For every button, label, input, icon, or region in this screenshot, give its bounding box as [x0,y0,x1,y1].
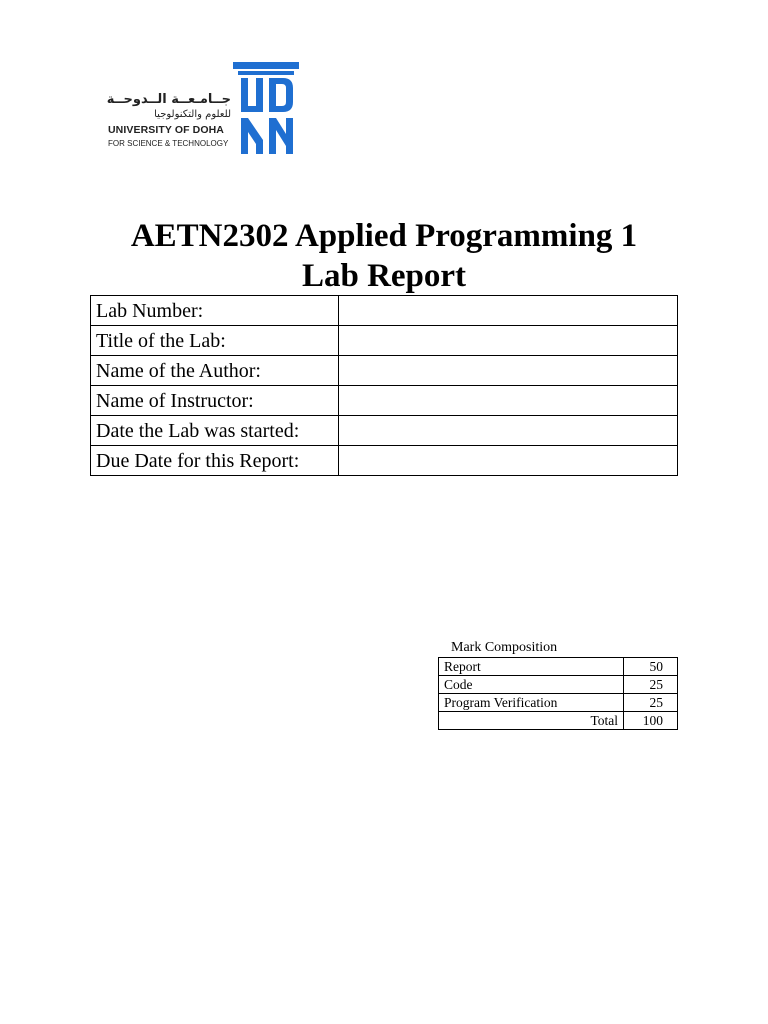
instructor-name-field[interactable] [339,386,678,416]
author-name-field[interactable] [339,356,678,386]
table-row [439,658,678,676]
mark-item-name: Program Verification [439,694,624,712]
lab-info-table [90,295,678,476]
mark-item-name: Code [439,676,624,694]
mark-composition-table [438,657,678,730]
mark-item-value: 25 [624,694,678,712]
logo-english-subtitle: FOR SCIENCE & TECHNOLOGY [108,139,229,148]
lab-title-label: Title of the Lab: [91,326,339,356]
table-row [91,326,678,356]
due-date-field[interactable] [339,446,678,476]
report-title: AETN2302 Applied Programming 1 [130,218,638,254]
author-name-label: Name of the Author: [91,356,339,386]
logo-arabic-subtitle: للعلوم والتكنولوجيا [154,109,231,120]
due-date-label: Due Date for this Report: [91,446,339,476]
report-subtitle: Lab Report [301,258,467,294]
mark-item-name: Report [439,658,624,676]
table-row [91,386,678,416]
instructor-name-label: Name of Instructor: [91,386,339,416]
logo-arabic-name: جــامـعــة الــدوحــة [106,92,231,107]
logo-english-name: UNIVERSITY OF DOHA [108,124,224,136]
udst-pillar-mark-icon [233,62,299,154]
table-row [91,446,678,476]
table-row [91,296,678,326]
mark-item-value: 25 [624,676,678,694]
start-date-field[interactable] [339,416,678,446]
start-date-label: Date the Lab was started: [91,416,339,446]
lab-number-field[interactable] [339,296,678,326]
lab-number-label: Lab Number: [91,296,339,326]
table-row [91,356,678,386]
table-row [91,416,678,446]
mark-total-value: 100 [624,712,678,730]
mark-total-label: Total [439,712,624,730]
table-row [439,694,678,712]
lab-title-field[interactable] [339,326,678,356]
mark-composition-caption: Mark Composition [451,640,558,655]
university-logo [105,60,305,156]
table-row-total [439,712,678,730]
mark-item-value: 50 [624,658,678,676]
table-row [439,676,678,694]
